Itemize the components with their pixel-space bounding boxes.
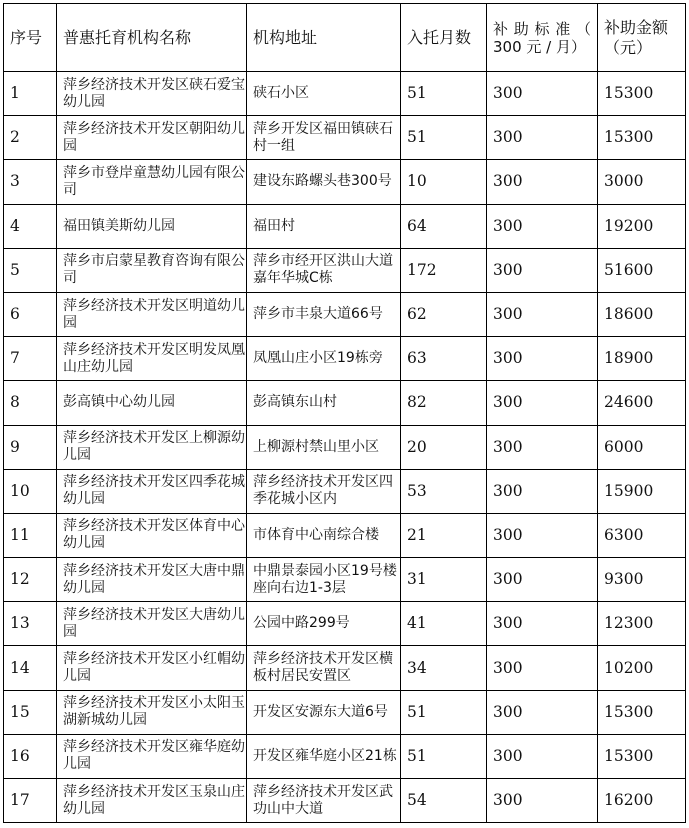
cell-name: 萍乡市登岸童慧幼儿园有限公司	[57, 160, 247, 204]
cell-index: 10	[4, 469, 57, 513]
cell-amount: 6000	[598, 425, 686, 469]
table-row	[4, 558, 686, 602]
cell-amount: 9300	[598, 558, 686, 602]
cell-name: 福田镇美斯幼儿园	[57, 204, 247, 248]
cell-months: 82	[401, 381, 487, 425]
cell-amount: 15300	[598, 72, 686, 116]
cell-standard: 300	[487, 204, 598, 248]
cell-index: 4	[4, 204, 57, 248]
cell-index: 12	[4, 558, 57, 602]
cell-name: 萍乡经济技术开发区明发凤凰山庄幼儿园	[57, 337, 247, 381]
cell-index: 16	[4, 734, 57, 778]
cell-standard: 300	[487, 425, 598, 469]
table-row	[4, 425, 686, 469]
header-address: 机构地址	[247, 4, 401, 72]
cell-address: 中鼎景泰园小区19号楼座向右边1-3层	[247, 558, 401, 602]
cell-amount: 10200	[598, 646, 686, 690]
cell-name: 萍乡经济技术开发区朝阳幼儿园	[57, 116, 247, 160]
cell-months: 21	[401, 513, 487, 557]
cell-index: 8	[4, 381, 57, 425]
header-months: 入托月数	[401, 4, 487, 72]
cell-address: 萍乡经济技术开发区四季花城小区内	[247, 469, 401, 513]
cell-months: 53	[401, 469, 487, 513]
cell-amount: 24600	[598, 381, 686, 425]
table-row	[4, 513, 686, 557]
table-row	[4, 734, 686, 778]
cell-index: 15	[4, 690, 57, 734]
table-row	[4, 248, 686, 292]
cell-address: 上柳源村禁山里小区	[247, 425, 401, 469]
cell-months: 41	[401, 602, 487, 646]
cell-index: 14	[4, 646, 57, 690]
header-index: 序号	[4, 4, 57, 72]
cell-standard: 300	[487, 381, 598, 425]
cell-index: 11	[4, 513, 57, 557]
table-row	[4, 116, 686, 160]
cell-amount: 15300	[598, 690, 686, 734]
cell-address: 市体育中心南综合楼	[247, 513, 401, 557]
cell-address: 开发区安源东大道6号	[247, 690, 401, 734]
table-row	[4, 337, 686, 381]
cell-index: 17	[4, 779, 57, 823]
cell-standard: 300	[487, 734, 598, 778]
table-row	[4, 690, 686, 734]
cell-amount: 15900	[598, 469, 686, 513]
cell-standard: 300	[487, 292, 598, 336]
cell-amount: 51600	[598, 248, 686, 292]
table-row	[4, 469, 686, 513]
cell-name: 彭高镇中心幼儿园	[57, 381, 247, 425]
table-row	[4, 779, 686, 823]
cell-address: 彭高镇东山村	[247, 381, 401, 425]
cell-name: 萍乡经济技术开发区上柳源幼儿园	[57, 425, 247, 469]
cell-amount: 18600	[598, 292, 686, 336]
cell-months: 64	[401, 204, 487, 248]
cell-amount: 18900	[598, 337, 686, 381]
cell-address: 建设东路螺头巷300号	[247, 160, 401, 204]
cell-name: 萍乡经济技术开发区小太阳玉湖新城幼儿园	[57, 690, 247, 734]
table-row	[4, 160, 686, 204]
table-row	[4, 72, 686, 116]
cell-standard: 300	[487, 558, 598, 602]
cell-months: 20	[401, 425, 487, 469]
cell-index: 5	[4, 248, 57, 292]
cell-index: 7	[4, 337, 57, 381]
cell-name: 萍乡经济技术开发区硖石爱宝幼儿园	[57, 72, 247, 116]
cell-address: 福田村	[247, 204, 401, 248]
cell-standard: 300	[487, 779, 598, 823]
cell-address: 开发区雍华庭小区21栋	[247, 734, 401, 778]
cell-name: 萍乡经济技术开发区大唐中鼎幼儿园	[57, 558, 247, 602]
cell-months: 34	[401, 646, 487, 690]
cell-index: 2	[4, 116, 57, 160]
cell-amount: 15300	[598, 734, 686, 778]
cell-name: 萍乡经济技术开发区小红帽幼儿园	[57, 646, 247, 690]
cell-months: 54	[401, 779, 487, 823]
cell-months: 10	[401, 160, 487, 204]
cell-standard: 300	[487, 690, 598, 734]
cell-months: 51	[401, 116, 487, 160]
cell-months: 51	[401, 690, 487, 734]
cell-name: 萍乡经济技术开发区体育中心幼儿园	[57, 513, 247, 557]
cell-index: 1	[4, 72, 57, 116]
cell-address: 萍乡市丰泉大道66号	[247, 292, 401, 336]
cell-standard: 300	[487, 116, 598, 160]
cell-address: 萍乡开发区福田镇硖石村一组	[247, 116, 401, 160]
cell-standard: 300	[487, 160, 598, 204]
cell-standard: 300	[487, 248, 598, 292]
cell-amount: 12300	[598, 602, 686, 646]
header-standard: 补助标准（ 300 元 / 月）	[487, 4, 598, 72]
cell-address: 硖石小区	[247, 72, 401, 116]
cell-amount: 6300	[598, 513, 686, 557]
cell-name: 萍乡经济技术开发区四季花城幼儿园	[57, 469, 247, 513]
table-row	[4, 381, 686, 425]
cell-months: 31	[401, 558, 487, 602]
cell-name: 萍乡经济技术开发区玉泉山庄幼儿园	[57, 779, 247, 823]
cell-address: 萍乡市经开区洪山大道嘉年华城C栋	[247, 248, 401, 292]
cell-standard: 300	[487, 513, 598, 557]
cell-standard: 300	[487, 646, 598, 690]
cell-index: 3	[4, 160, 57, 204]
cell-name: 萍乡经济技术开发区明道幼儿园	[57, 292, 247, 336]
cell-standard: 300	[487, 469, 598, 513]
cell-index: 9	[4, 425, 57, 469]
cell-standard: 300	[487, 337, 598, 381]
cell-amount: 15300	[598, 116, 686, 160]
table-body	[4, 72, 686, 823]
cell-amount: 19200	[598, 204, 686, 248]
cell-amount: 3000	[598, 160, 686, 204]
cell-months: 63	[401, 337, 487, 381]
table-row	[4, 602, 686, 646]
table-header-row	[4, 4, 686, 72]
cell-address: 萍乡经济技术开发区横板村居民安置区	[247, 646, 401, 690]
cell-index: 6	[4, 292, 57, 336]
cell-name: 萍乡经济技术开发区雍华庭幼儿园	[57, 734, 247, 778]
header-name: 普惠托育机构名称	[57, 4, 247, 72]
cell-address: 公园中路299号	[247, 602, 401, 646]
cell-address: 凤凰山庄小区19栋旁	[247, 337, 401, 381]
table-row	[4, 292, 686, 336]
cell-address: 萍乡经济技术开发区武功山中大道	[247, 779, 401, 823]
cell-months: 172	[401, 248, 487, 292]
table-row	[4, 646, 686, 690]
header-amount: 补助金额（元）	[598, 4, 686, 72]
cell-months: 62	[401, 292, 487, 336]
cell-name: 萍乡市启蒙星教育咨询有限公司	[57, 248, 247, 292]
cell-standard: 300	[487, 72, 598, 116]
cell-name: 萍乡经济技术开发区大唐幼儿园	[57, 602, 247, 646]
cell-amount: 16200	[598, 779, 686, 823]
cell-index: 13	[4, 602, 57, 646]
cell-months: 51	[401, 72, 487, 116]
cell-standard: 300	[487, 602, 598, 646]
cell-months: 51	[401, 734, 487, 778]
table-row	[4, 204, 686, 248]
subsidy-table	[3, 3, 686, 823]
